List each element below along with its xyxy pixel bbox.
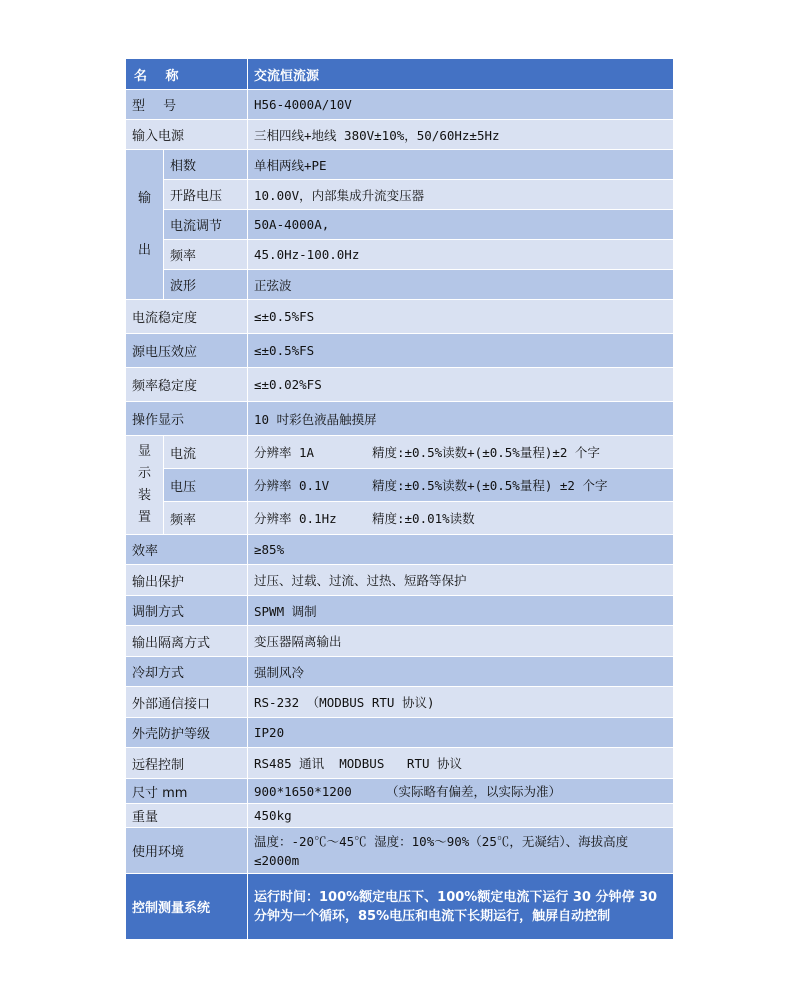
row-value: 450kg [248, 804, 674, 828]
row-label: 开路电压 [164, 180, 248, 210]
row-label: 频率稳定度 [126, 368, 248, 402]
row-value: ≥85% [248, 535, 674, 565]
table-row [126, 687, 674, 718]
table-row [126, 596, 674, 626]
output-group-text: 输出 [137, 190, 151, 258]
table-row [126, 90, 674, 120]
row-value: 正弦波 [248, 270, 674, 300]
row-label: 重量 [126, 804, 248, 828]
row-value: 过压、过载、过流、过热、短路等保护 [248, 565, 674, 596]
table-row [126, 748, 674, 779]
row-value: 10.00V，内部集成升流变压器 [248, 180, 674, 210]
header-label: 名 称 [126, 59, 248, 90]
row-value: H56-4000A/10V [248, 90, 674, 120]
table-row [126, 535, 674, 565]
table-row [126, 804, 674, 828]
row-label: 调制方式 [126, 596, 248, 626]
display-group-label [126, 436, 164, 535]
row-label: 冷却方式 [126, 657, 248, 687]
row-label: 源电压效应 [126, 334, 248, 368]
row-value: 三相四线+地线 380V±10%，50/60Hz±5Hz [248, 120, 674, 150]
row-label: 操作显示 [126, 402, 248, 436]
table-row [126, 402, 674, 436]
row-value: ≤±0.5%FS [248, 300, 674, 334]
table-row [126, 469, 674, 502]
row-value: RS-232 （MODBUS RTU 协议) [248, 687, 674, 718]
table-row [126, 436, 674, 469]
display-resolution: 分辨率 0.1Hz [254, 511, 337, 526]
table-row [126, 718, 674, 748]
table-row [126, 150, 674, 180]
table-row [126, 368, 674, 402]
dimensions-note: （实际略有偏差，以实际为准） [386, 784, 562, 799]
row-value [248, 436, 674, 469]
row-value [248, 469, 674, 502]
table-row [126, 874, 674, 940]
display-group-text: 显示装置 [137, 444, 151, 525]
row-value: 变压器隔离输出 [248, 626, 674, 657]
row-label: 输入电源 [126, 120, 248, 150]
row-value: 单相两线+PE [248, 150, 674, 180]
row-label: 电压 [164, 469, 248, 502]
row-value: 50A-4000A, [248, 210, 674, 240]
row-label: 频率 [164, 502, 248, 535]
display-resolution: 分辨率 1A [254, 445, 315, 460]
row-label: 控制测量系统 [126, 874, 248, 940]
row-label: 相数 [164, 150, 248, 180]
row-label: 远程控制 [126, 748, 248, 779]
table-row [126, 657, 674, 687]
display-accuracy: 精度:±0.5%读数+(±0.5%量程) ±2 个字 [372, 478, 608, 493]
row-label: 尺寸 mm [126, 779, 248, 804]
row-label: 电流稳定度 [126, 300, 248, 334]
table-row [126, 565, 674, 596]
table-row [126, 270, 674, 300]
row-value [248, 779, 674, 804]
row-value: SPWM 调制 [248, 596, 674, 626]
row-label: 使用环境 [126, 828, 248, 874]
row-value: ≤±0.02%FS [248, 368, 674, 402]
row-label: 型 号 [126, 90, 248, 120]
table-row [126, 779, 674, 804]
table-row [126, 502, 674, 535]
row-value: IP20 [248, 718, 674, 748]
row-label: 波形 [164, 270, 248, 300]
output-group-label [126, 150, 164, 300]
header-value: 交流恒流源 [248, 59, 674, 90]
table-header-row [126, 59, 674, 90]
row-label: 电流调节 [164, 210, 248, 240]
row-value: 45.0Hz-100.0Hz [248, 240, 674, 270]
row-value: ≤±0.5%FS [248, 334, 674, 368]
row-label: 效率 [126, 535, 248, 565]
table-row [126, 334, 674, 368]
display-accuracy: 精度:±0.5%读数+(±0.5%量程)±2 个字 [372, 445, 600, 460]
table-row [126, 210, 674, 240]
row-label: 输出保护 [126, 565, 248, 596]
table-row [126, 180, 674, 210]
table-row [126, 240, 674, 270]
row-value [248, 502, 674, 535]
display-resolution: 分辨率 0.1V [254, 478, 330, 493]
table-row [126, 300, 674, 334]
dimensions-value: 900*1650*1200 [254, 784, 352, 799]
table-row [126, 626, 674, 657]
row-label: 电流 [164, 436, 248, 469]
table-row [126, 828, 674, 874]
row-label: 外壳防护等级 [126, 718, 248, 748]
row-value: 温度：-20℃～45℃ 湿度：10%～90%（25℃，无凝结）、海拔高度≤2000m [248, 828, 674, 874]
display-accuracy: 精度:±0.01%读数 [372, 511, 475, 526]
row-label: 频率 [164, 240, 248, 270]
table-row [126, 120, 674, 150]
row-value: 强制风冷 [248, 657, 674, 687]
row-value: RS485 通讯 MODBUS RTU 协议 [248, 748, 674, 779]
row-value: 运行时间：100%额定电压下、100%额定电流下运行 30 分钟停 30 分钟为一个循环，85%电压和电流下长期运行，触屏自动控制 [248, 874, 674, 940]
row-value: 10 吋彩色液晶触摸屏 [248, 402, 674, 436]
spec-table [125, 58, 674, 940]
row-label: 外部通信接口 [126, 687, 248, 718]
row-label: 输出隔离方式 [126, 626, 248, 657]
